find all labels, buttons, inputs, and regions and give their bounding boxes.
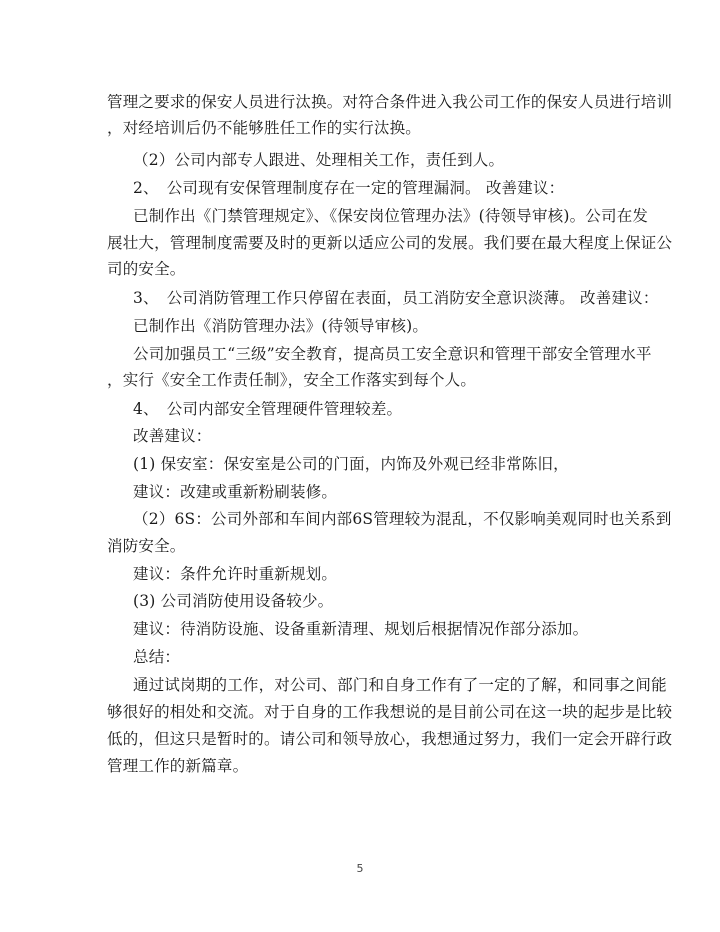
text-line: ，对经培训后仍不能够胜任工作的实行汰换。 [107,119,422,137]
text-line: 建议：改建或重新粉刷装修。 [133,483,338,501]
text-line: 消防安全。 [107,537,186,555]
page-number: 5 [356,862,364,875]
text-line: 已制作出《消防管理办法》(待领导审核)。 [133,317,429,335]
text-line: 4、 公司内部安全管理硬件管理较差。 [133,400,403,418]
text-line: 总结： [133,648,181,666]
text-line: (1) 保安室：保安室是公司的门面，内饰及外观已经非常陈旧， [133,455,569,473]
text-line: 够很好的相处和交流。对于自身的工作我想说的是目前公司在这一块的起步是比较 [107,703,673,721]
text-line: 已制作出《门禁管理规定》、《保安岗位管理办法》(待领导审核)。公司在发 [133,207,649,225]
text-line: 管理工作的新篇章。 [107,757,249,775]
text-line: 3、 公司消防管理工作只停留在表面，员工消防安全意识淡薄。 改善建议： [133,289,659,307]
text-line: （2）6S：公司外部和车间内部6S管理较为混乱，不仅影响美观同时也关系到 [133,510,672,528]
text-line: 展壮大，管理制度需要及时的更新以适应公司的发展。我们要在最大程度上保证公 [107,234,673,252]
text-line: 管理之要求的保安人员进行汰换。对符合条件进入我公司工作的保安人员进行培训 [107,93,673,111]
text-line: 2、 公司现有安保管理制度存在一定的管理漏洞。 改善建议： [133,179,565,197]
text-line: 公司加强员工“三级”安全教育，提高员工安全意识和管理干部安全管理水平 [133,345,652,363]
text-line: 低的，但这只是暂时的。请公司和领导放心，我想通过努力，我们一定会开辟行政 [107,730,673,748]
text-line: 建议：待消防设施、设备重新清理、规划后根据情况作部分添加。 [133,620,589,638]
text-line: 通过试岗期的工作，对公司、部门和自身工作有了一定的了解，和同事之间能 [133,676,667,694]
text-line: 改善建议： [133,427,212,445]
text-line: 司的安全。 [107,260,186,278]
text-line: 建议：条件允许时重新规划。 [133,565,338,583]
text-line: ，实行《安全工作责任制》，安全工作落实到每个人。 [107,371,477,389]
text-line: （2）公司内部专人跟进、处理相关工作，责任到人。 [133,151,505,169]
text-line: (3) 公司消防使用设备较少。 [133,592,334,610]
